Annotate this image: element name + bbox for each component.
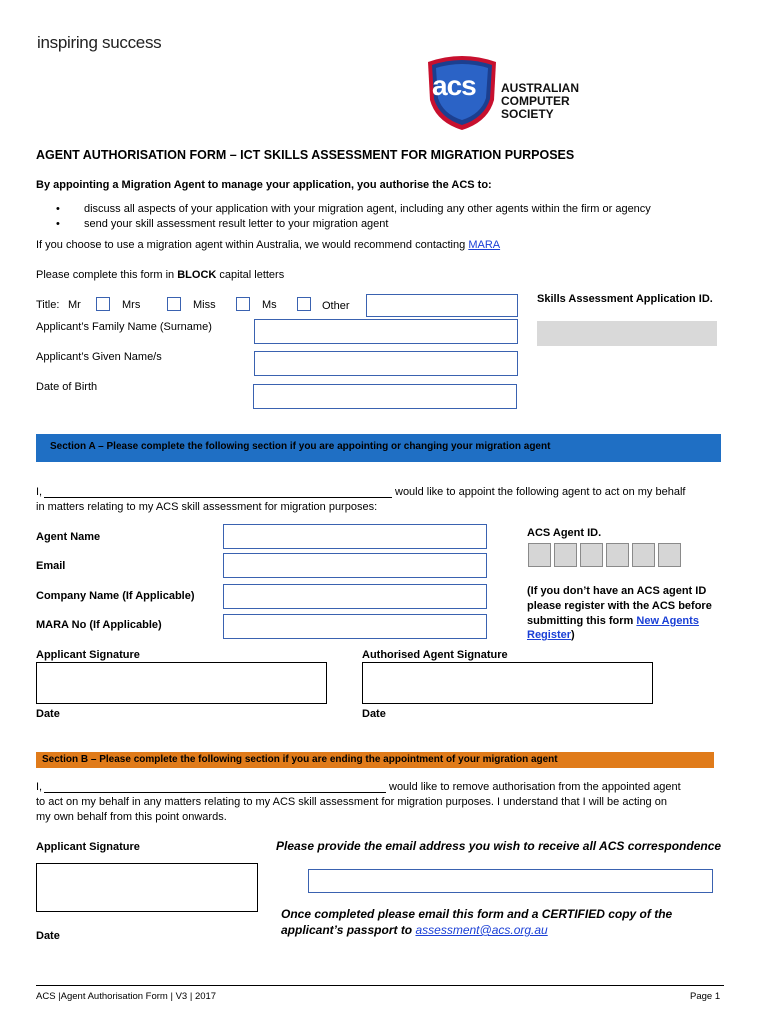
section-a-line1-suffix: would like to appoint the following agent to act on my behalf	[395, 486, 686, 498]
tagline: inspiring success	[37, 33, 162, 52]
section-a-line1-prefix: I,	[36, 486, 43, 498]
bullet-dot-1: •	[56, 203, 60, 215]
agent-note-line-4	[527, 629, 575, 641]
mara-no-input[interactable]	[223, 614, 487, 639]
applicant-date-label-b: Date	[36, 930, 60, 942]
section-a-name-line[interactable]	[44, 497, 392, 498]
title-ms-label: Ms	[262, 299, 277, 311]
skills-id-input[interactable]	[537, 321, 717, 346]
company-name-label: Company Name (If Applicable)	[36, 590, 195, 602]
title-mrs-checkbox[interactable]	[167, 297, 181, 311]
given-name-label: Applicant’s Given Name/s	[36, 351, 162, 363]
applicant-signature-label-a: Applicant Signature	[36, 649, 140, 661]
mara-link[interactable]: MARA	[468, 239, 501, 251]
footer-left: ACS |Agent Authorisation Form | V3 | 2017	[36, 991, 217, 1002]
section-b-line3: my own behalf from this point onwards.	[36, 811, 227, 823]
agent-date-label: Date	[362, 708, 386, 720]
family-name-input[interactable]	[254, 319, 518, 344]
logo-text: acs	[432, 70, 476, 101]
applicant-signature-box-b[interactable]	[36, 863, 258, 912]
recommend-text-body: If you choose to use a migration agent within Australia, we would recommend contacting	[36, 239, 466, 251]
new-agents-link[interactable]: New Agents	[636, 615, 699, 627]
agent-id-label: ACS Agent ID.	[527, 527, 602, 539]
section-b-line1-prefix: I,	[36, 781, 43, 793]
title-label: Title:	[36, 299, 60, 311]
footer-rule	[36, 985, 724, 986]
agent-signature-box[interactable]	[362, 662, 653, 704]
block-suffix: capital letters	[219, 269, 285, 281]
title-ms-checkbox[interactable]	[297, 297, 311, 311]
bullet-2: send your skill assessment result letter to your migration agent	[84, 218, 389, 230]
agent-name-input[interactable]	[223, 524, 487, 549]
block-word: BLOCK	[177, 269, 217, 281]
title-mr-label: Mr	[68, 299, 81, 311]
agent-note-line-1: (If you don’t have an ACS agent ID	[527, 585, 707, 597]
applicant-signature-box-a[interactable]	[36, 662, 327, 704]
section-b-name-line[interactable]	[44, 792, 386, 793]
completion-line-2	[281, 923, 548, 937]
assessment-email-link[interactable]: assessment@acs.org.au	[415, 923, 548, 937]
footer-page: Page 1	[690, 991, 721, 1002]
mara-no-label: MARA No (If Applicable)	[36, 619, 162, 631]
dob-input[interactable]	[253, 384, 517, 409]
bullet-1: discuss all aspects of your application with your migration agent, including any other agents within the firm or agency	[84, 203, 651, 215]
agent-id-cell-1[interactable]	[528, 543, 551, 567]
skills-id-label: Skills Assessment Application ID.	[537, 293, 713, 305]
section-b-header-text: Section B – Please complete the following section if you are ending the appointment of your migration agent	[42, 754, 558, 765]
given-name-input[interactable]	[254, 351, 518, 376]
section-b-line2: to act on my behalf in any matters relating to my ACS skill assessment for migration purposes. I understand that I will be acting on	[36, 796, 667, 808]
org-name-line-2: COMPUTER	[501, 94, 570, 108]
agent-note-close: )	[571, 629, 575, 641]
form-title: AGENT AUTHORISATION FORM – ICT SKILLS ASSESSMENT FOR MIGRATION PURPOSES	[36, 148, 575, 162]
dob-label: Date of Birth	[36, 381, 98, 393]
title-mr-checkbox[interactable]	[96, 297, 110, 311]
agent-id-cell-5[interactable]	[632, 543, 655, 567]
title-mrs-label: Mrs	[122, 299, 141, 311]
org-name-line-1: AUSTRALIAN	[501, 81, 579, 95]
intro-lead: By appointing a Migration Agent to manage your application, you authorise the ACS to:	[36, 179, 492, 191]
completion-line-1: Once completed please email this form and a CERTIFIED copy of the	[281, 907, 673, 921]
agent-id-cell-6[interactable]	[658, 543, 681, 567]
agent-id-cell-3[interactable]	[580, 543, 603, 567]
section-a-line2: in matters relating to my ACS skill assessment for migration purposes:	[36, 501, 378, 513]
block-prefix: Please complete this form in	[36, 269, 175, 281]
company-name-input[interactable]	[223, 584, 487, 609]
bullet-dot-2: •	[56, 218, 60, 230]
section-a-header	[36, 434, 721, 462]
title-other-input[interactable]	[366, 294, 518, 317]
agent-note-line-3-text: submitting this form	[527, 615, 634, 627]
title-other-label: Other	[322, 300, 350, 312]
family-name-label: Applicant’s Family Name (Surname)	[36, 321, 212, 333]
applicant-date-label-a: Date	[36, 708, 60, 720]
email-input[interactable]	[223, 553, 487, 578]
section-b-header	[36, 752, 714, 768]
completion-line-2-text: applicant’s passport to	[281, 923, 413, 937]
agent-note-line-2: please register with the ACS before	[527, 600, 712, 612]
block-instruction	[36, 269, 284, 281]
title-miss-label: Miss	[193, 299, 216, 311]
agent-signature-label: Authorised Agent Signature	[362, 649, 508, 661]
section-a-header-text: Section A – Please complete the following section if you are appointing or changing your migration agent	[50, 441, 551, 452]
agent-note-line-3	[527, 615, 699, 627]
agent-id-cell-4[interactable]	[606, 543, 629, 567]
new-agents-register-link[interactable]: Register	[527, 629, 572, 641]
section-b-line1-suffix: would like to remove authorisation from the appointed agent	[389, 781, 681, 793]
email-prompt: Please provide the email address you wish to receive all ACS correspondence	[276, 839, 722, 853]
org-name-line-3: SOCIETY	[501, 107, 554, 121]
agent-id-cell-2[interactable]	[554, 543, 577, 567]
agent-name-label: Agent Name	[36, 531, 101, 543]
applicant-signature-label-b: Applicant Signature	[36, 841, 140, 853]
acs-logo	[422, 52, 502, 132]
title-miss-checkbox[interactable]	[236, 297, 250, 311]
correspondence-email-input[interactable]	[308, 869, 713, 893]
email-label: Email	[36, 560, 66, 572]
recommend-text	[36, 239, 500, 251]
